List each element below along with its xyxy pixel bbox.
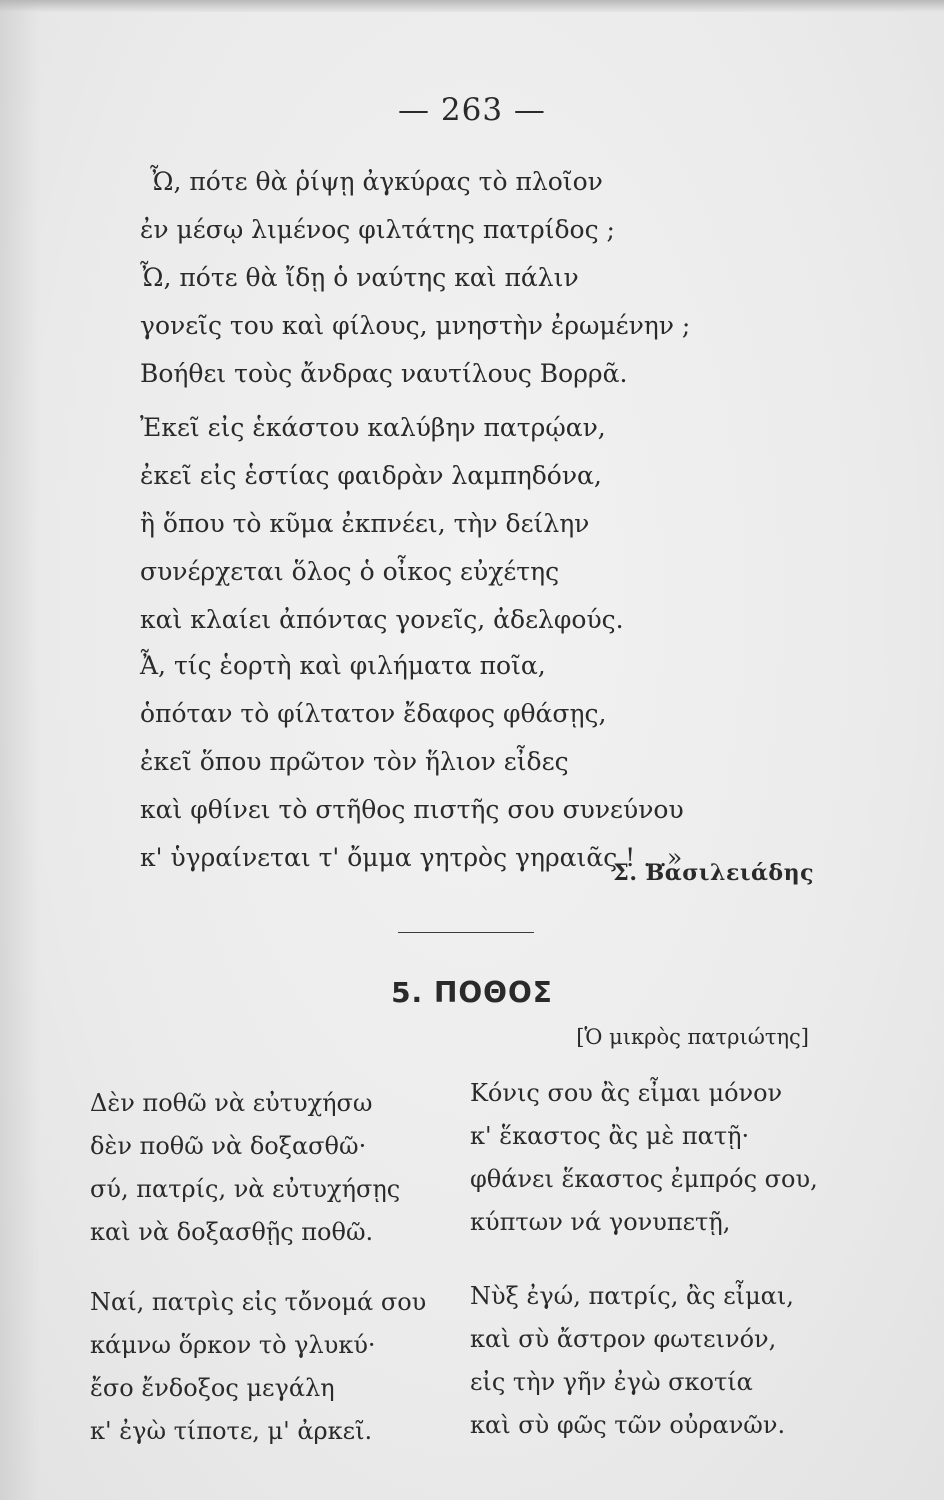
section-divider (398, 932, 534, 933)
verse-line: ἔσο ἔνδοξος μεγάλη (90, 1374, 335, 1402)
verse-line: Ὦ, πότε θὰ ἴδῃ ὁ ναύτης καὶ πάλιν (140, 263, 579, 292)
verse-line: Κόνις σου ἂς εἶμαι μόνον (470, 1079, 783, 1107)
verse-line: καὶ κλαίει ἀπόντας γονεῖς, ἀδελφούς. (140, 605, 624, 634)
verse-line: καὶ φθίνει τὸ στῆθος πιστῆς σου συνεύνου (140, 795, 684, 824)
poem-left-stanza-1 (90, 1082, 450, 1254)
verse-line: κ' ὑγραίνεται τ' ὄμμα γητρὸς γηραιᾶς ! . .» (140, 843, 683, 872)
poem-stanza-3 (140, 642, 860, 882)
verse-line: Ἆ, τίς ἑορτὴ καὶ φιλήματα ποῖα, (140, 651, 546, 680)
verse-line: Δὲν ποθῶ νὰ εὐτυχήσω (90, 1089, 373, 1117)
verse-line: ὁπόταν τὸ φίλτατον ἔδαφος φθάσῃς, (140, 699, 607, 728)
verse-line: σύ, πατρίς, νὰ εὐτυχήσῃς (90, 1175, 401, 1203)
verse-line: φθάνει ἕκαστος ἐμπρός σου, (470, 1165, 818, 1193)
poem-right-stanza-1 (470, 1072, 830, 1244)
verse-line: ἐκεῖ εἰς ἑστίας φαιδρὰν λαμπηδόνα, (140, 461, 602, 490)
poem-right-stanza-2 (470, 1275, 830, 1447)
poem-left-stanza-2 (90, 1281, 450, 1453)
poem-stanza-2 (140, 404, 860, 644)
verse-line: συνέρχεται ὅλος ὁ οἶκος εὐχέτης (140, 557, 560, 586)
verse-line: Ὦ, πότε θὰ ῥίψῃ ἀγκύρας τὸ πλοῖον (150, 167, 603, 196)
verse-line: Ἐκεῖ εἰς ἑκάστου καλύβην πατρῴαν, (140, 413, 606, 442)
verse-line: γονεῖς του καὶ φίλους, μνηστὴν ἐρωμένην ; (140, 311, 691, 340)
verse-line: κάμνω ὅρκον τὸ γλυκύ· (90, 1331, 376, 1359)
section-title: 5. ΠΟΘΟΣ (391, 976, 553, 1009)
verse-line: κύπτων νά γονυπετῇ, (470, 1208, 731, 1236)
poem-stanza-1 (140, 158, 860, 398)
verse-line: καὶ σὺ ἄστρον φωτεινόν, (470, 1325, 777, 1353)
author-signature: Σ. Βασιλειάδης (613, 860, 814, 886)
verse-line: κ' ἕκαστος ἂς μὲ πατῇ· (470, 1122, 750, 1150)
verse-line: κ' ἐγὼ τίποτε, μ' ἀρκεῖ. (90, 1417, 373, 1445)
verse-line: Ναί, πατρὶς εἰς τὄνομά σου (90, 1288, 427, 1316)
verse-line: καὶ νὰ δοξασθῇς ποθῶ. (90, 1218, 374, 1246)
page-gutter-shadow (0, 0, 40, 1500)
verse-line: ἢ ὅπου τὸ κῦμα ἐκπνέει, τὴν δείλην (140, 509, 590, 538)
page-top-edge (0, 0, 944, 12)
verse-line: καὶ σὺ φῶς τῶν οὐρανῶν. (470, 1411, 786, 1439)
verse-line: ἐκεῖ ὅπου πρῶτον τὸν ἥλιον εἶδες (140, 747, 569, 776)
section-epigraph: [Ὁ μικρὸς πατριώτης] (576, 1025, 809, 1049)
verse-line: Νὺξ ἐγώ, πατρίς, ἂς εἶμαι, (470, 1282, 794, 1310)
verse-line: εἰς τὴν γῆν ἐγὼ σκοτία (470, 1368, 753, 1396)
verse-line: ἐν μέσῳ λιμένος φιλτάτης πατρίδος ; (140, 215, 615, 244)
page-number: — 263 — (398, 92, 546, 128)
verse-line: Βοήθει τοὺς ἄνδρας ναυτίλους Βορρᾶ. (140, 359, 628, 388)
verse-line: δὲν ποθῶ νὰ δοξασθῶ· (90, 1132, 367, 1160)
